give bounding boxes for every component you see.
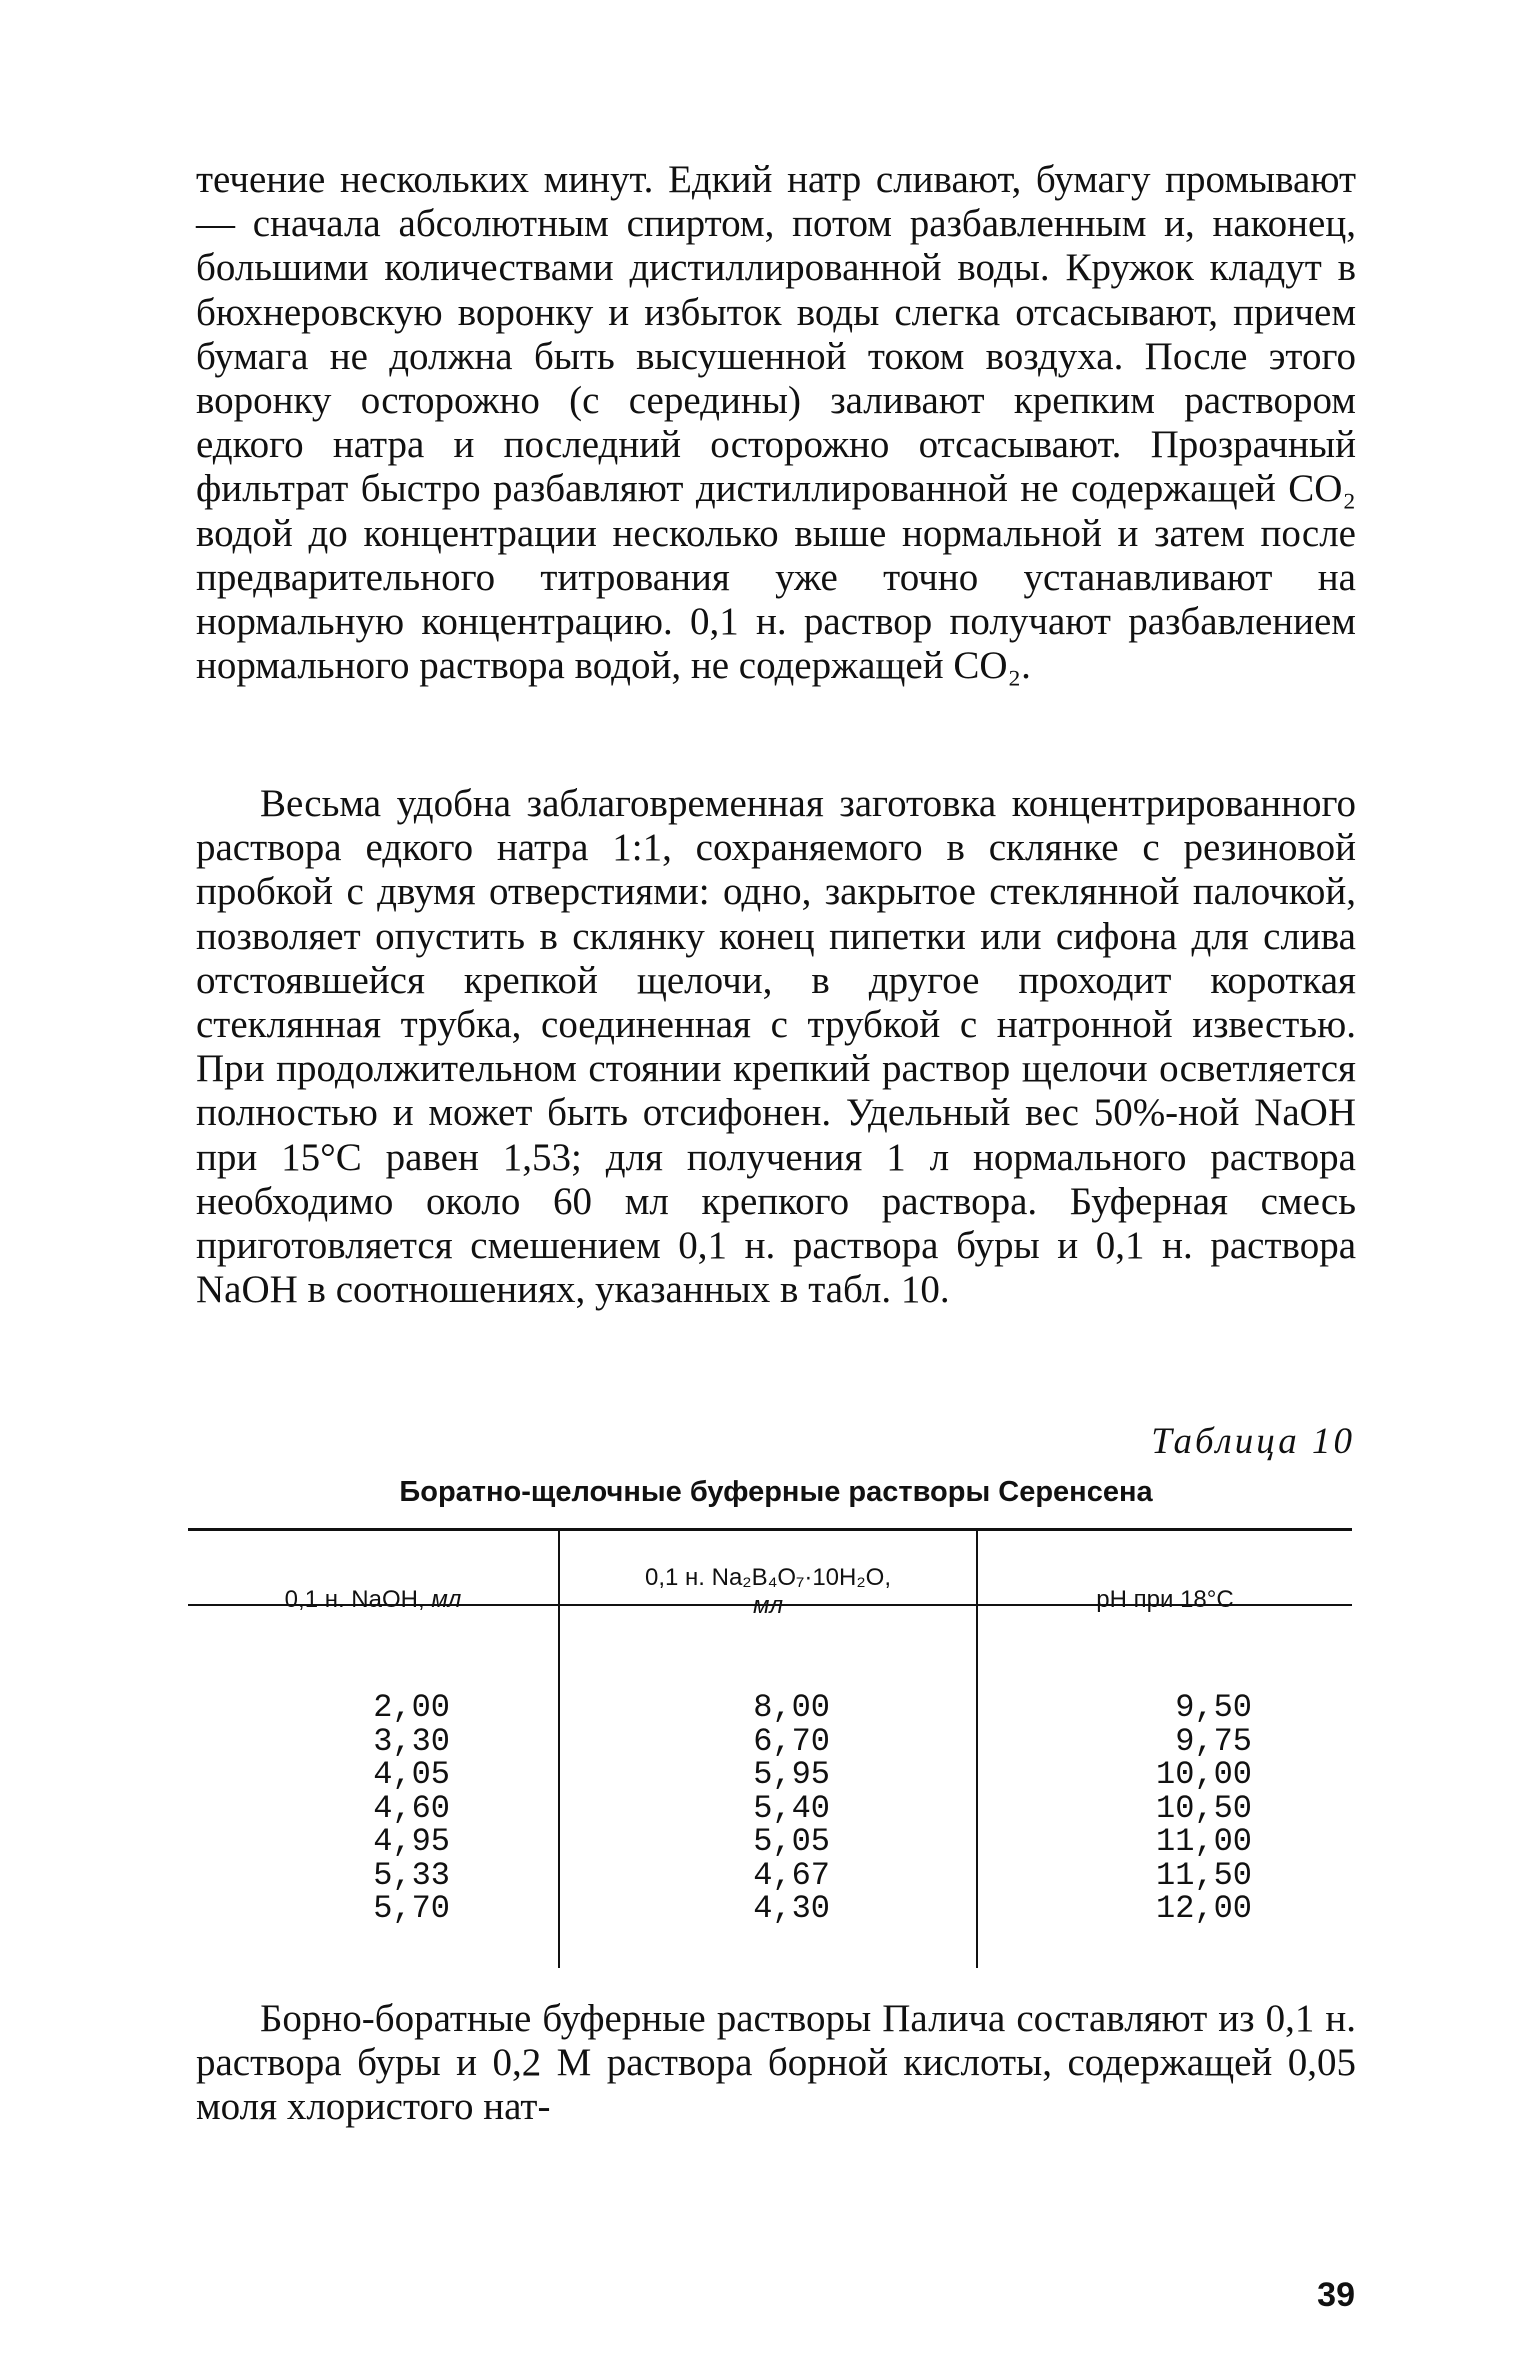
column-borax xyxy=(708,1691,830,1926)
cell-borax: 4,30 xyxy=(753,1890,830,1927)
cell-naoh: 4,95 xyxy=(373,1823,450,1860)
column-ph xyxy=(1108,1691,1252,1926)
header-naoh-label: 0,1 н. NaOH, xyxy=(284,1586,425,1613)
cell-naoh: 5,70 xyxy=(373,1890,450,1927)
header-ph: pH при 18°C xyxy=(1096,1586,1234,1613)
paragraph-2 xyxy=(196,782,1356,1312)
header-borax-unit: мл xyxy=(753,1592,783,1619)
table-title: Боратно-щелочные буферные растворы Серенсена xyxy=(399,1476,1153,1508)
cell-naoh: 3,30 xyxy=(373,1722,450,1760)
cell-naoh: 4,05 xyxy=(373,1756,450,1793)
cell-ph: 11,50 xyxy=(1155,1856,1252,1894)
cell-borax: 5,05 xyxy=(753,1823,830,1860)
paragraph-1-text: течение нескольких минут. Едкий натр сливают, бумагу промывают — сначала абсолютным спиртом, потом разбавленным и, наконец, большими количествами дистиллированной воды. Кружок кладут в бюхнеровскую воронку и избыток воды слегка отсасывают, причем бумага не должна быть высушенной током воздуха. После этого воронку осторожно (с середины) заливают крепким раствором едкого натра и последний осторожно отсасывают. Прозрачный фильтрат быстро разбавляют дистиллированной не содержащей СО₂ водой до концентрации несколько выше нормальной и затем после предварительного титрования уже точно устанавливают на нормальную концентрацию. 0,1 н. раствор получают разбавлением нормального раствора водой, не содержащей СО₂. xyxy=(196,158,1356,688)
cell-naoh: 2,00 xyxy=(373,1689,450,1726)
cell-ph: 12,00 xyxy=(1155,1890,1252,1927)
cell-borax: 8,00 xyxy=(753,1689,830,1726)
cell-ph: 9,50 xyxy=(1175,1689,1252,1726)
cell-ph: 11,00 xyxy=(1155,1823,1252,1860)
cell-ph: 10,00 xyxy=(1155,1756,1252,1793)
cell-naoh: 5,33 xyxy=(373,1856,450,1894)
cell-borax: 5,95 xyxy=(753,1756,830,1793)
header-borax xyxy=(560,1564,976,1620)
column-naoh xyxy=(328,1691,450,1926)
header-naoh-unit: мл xyxy=(431,1586,462,1613)
page-number: 39 xyxy=(1317,2276,1355,2314)
paragraph-3 xyxy=(196,1997,1356,2130)
buffer-table xyxy=(188,1528,1352,1968)
table-top-rule xyxy=(188,1528,1352,1531)
cell-ph: 10,50 xyxy=(1155,1789,1252,1827)
header-borax-label: 0,1 н. Na₂B₄O₇·10H₂O, xyxy=(644,1564,891,1591)
paragraph-3-text: Борно-боратные буферные растворы Палича составляют из 0,1 н. раствора буры и 0,2 М раствора борной кислоты, содержащей 0,05 моля хлористого нат- xyxy=(196,1997,1356,2129)
header-naoh xyxy=(188,1586,558,1614)
cell-borax: 6,70 xyxy=(753,1722,830,1760)
cell-borax: 4,67 xyxy=(753,1856,830,1894)
cell-borax: 5,40 xyxy=(753,1789,830,1827)
cell-naoh: 4,60 xyxy=(373,1789,450,1827)
cell-ph: 9,75 xyxy=(1175,1722,1252,1760)
paragraph-1 xyxy=(196,158,1356,688)
table-number: Таблица 10 xyxy=(1151,1421,1355,1462)
paragraph-2-text: Весьма удобна заблаговременная заготовка концентрированного раствора едкого натра 1:1, сохраняемого в склянке с резиновой пробкой с двумя отверстиями: одно, закрытое стеклянной палочкой, позволяет опустить в склянку конец пипетки или сифона для слива отстоявшейся крепкой щелочи, в другое проходит короткая стеклянная трубка, соединенная с трубкой с натронной известью. При продолжительном стоянии крепкий раствор щелочи осветляется полностью и может быть отсифонен. Удельный вес 50%-ной NaOH при 15°С равен 1,53; для получения 1 л нормального раствора необходимо около 60 мл крепкого раствора. Буферная смесь приготовляется смешением 0,1 н. раствора буры и 0,1 н. раствора NaOH в соотношениях, указанных в табл. 10. xyxy=(196,782,1356,1312)
